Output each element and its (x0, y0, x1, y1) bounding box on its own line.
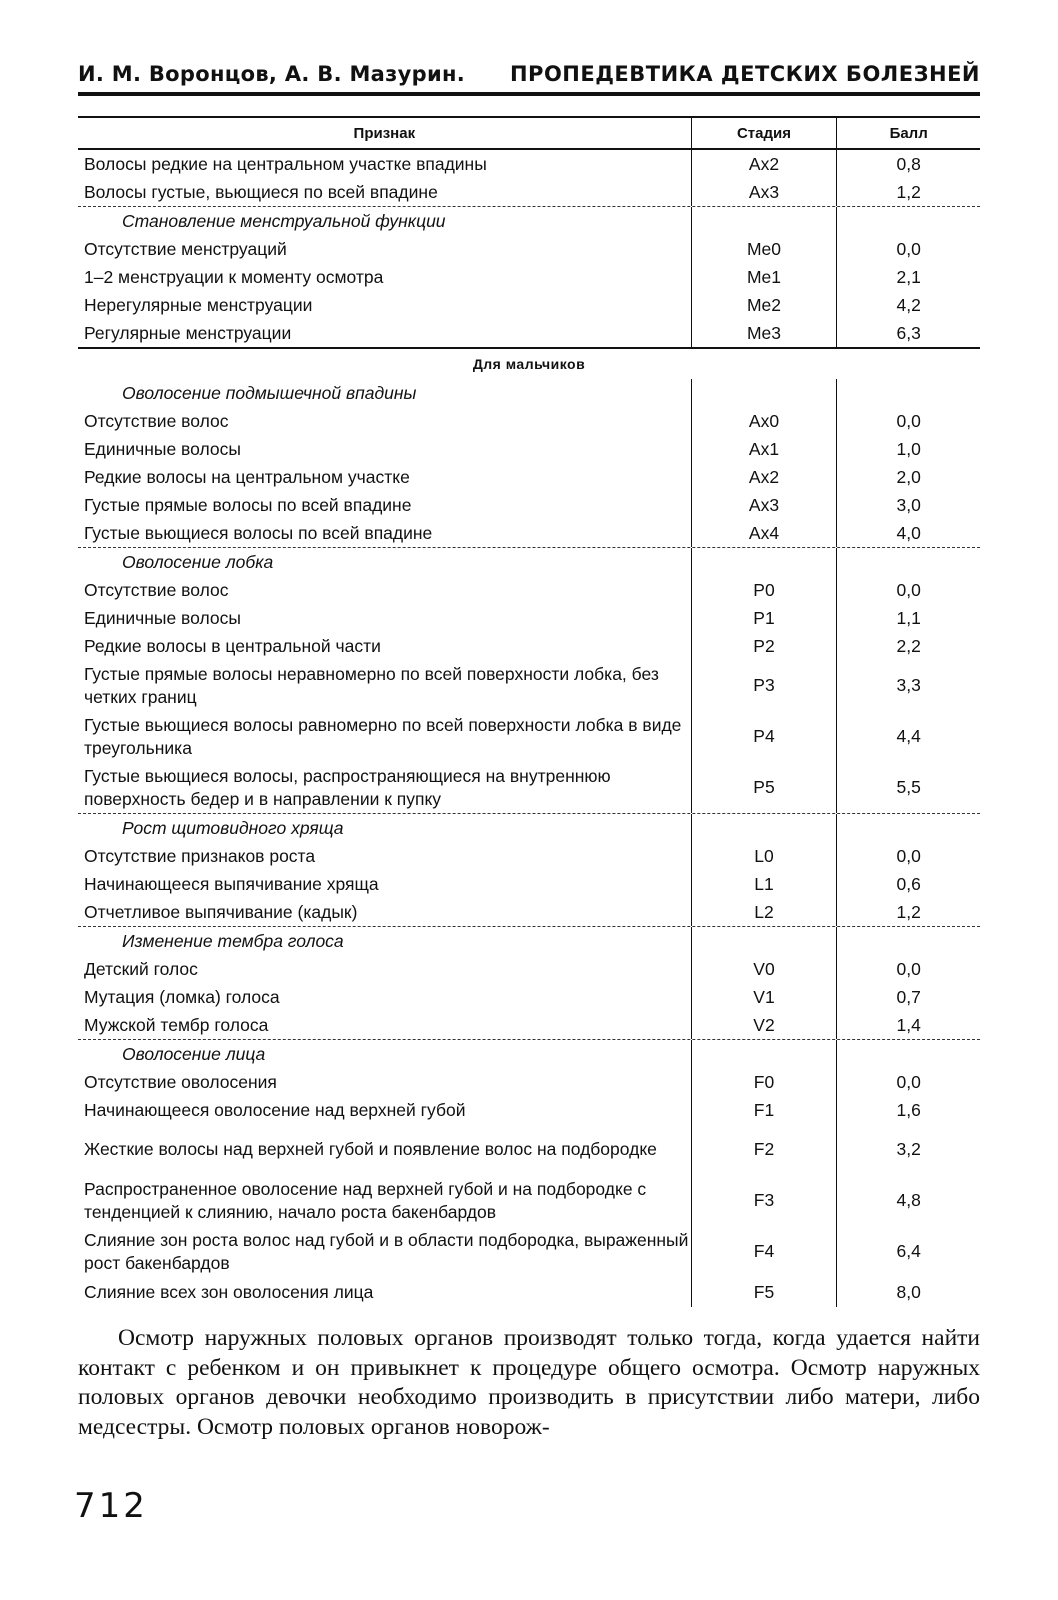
stage-cell: F2 (691, 1124, 838, 1175)
sign-cell: Редкие волосы на центральном участке (84, 466, 410, 487)
stage-cell: F4 (691, 1226, 838, 1277)
score-cell: 0,7 (896, 986, 921, 1007)
table-row (78, 491, 980, 519)
score-cell: 0,0 (896, 579, 921, 600)
table-header-row (78, 116, 980, 150)
table-row (78, 983, 980, 1011)
table-row (78, 1124, 980, 1175)
table-row (78, 178, 980, 207)
sign-cell: Единичные волосы (84, 438, 241, 459)
score-cell: 5,5 (896, 777, 921, 797)
stage-cell: Ax1 (691, 435, 838, 463)
header-book-title: ПРОПЕДЕВТИКА ДЕТСКИХ БОЛЕЗНЕЙ (509, 62, 980, 86)
table-row (78, 291, 980, 319)
table-row (78, 870, 980, 898)
sign-cell: Густые вьющиеся волосы равномерно по всей поверхности лобка в виде треугольника (84, 714, 682, 758)
column-header-sign: Признак (353, 124, 416, 142)
puberty-score-table (78, 116, 980, 1307)
sign-cell: Распространенное оволосение над верхней губой и на подбородке с тенденцией к слиянию, начало роста бакенбардов (84, 1178, 647, 1222)
table-row (78, 762, 980, 814)
sign-cell: Волосы редкие на центральном участке впадины (84, 153, 487, 174)
stage-cell: Ax2 (691, 463, 838, 491)
body-paragraph: Осмотр наружных половых органов производят только тогда, когда удается найти контакт с ребенком и он привыкнет к процедуре общего осмотра. Осмотр наружных половых органов девочки необходимо производить в присутствии либо матери, либо медсестры. Осмотр половых органов новорож- (78, 1325, 980, 1440)
stage-cell (691, 1040, 838, 1068)
stage-cell: P4 (691, 711, 838, 762)
table-section-row (78, 548, 980, 576)
stage-cell (691, 207, 838, 235)
table-row (78, 435, 980, 463)
score-cell: 4,8 (896, 1190, 921, 1210)
sign-cell: Слияние зон роста волос над губой и в области подбородка, выраженный рост бакенбардов (84, 1229, 689, 1273)
score-cell: 3,3 (896, 675, 921, 695)
sign-cell: Нерегулярные менструации (84, 294, 313, 315)
score-cell: 1,2 (896, 181, 921, 202)
table-group-row (78, 349, 980, 379)
sign-cell: Мужской тембр голоса (84, 1014, 269, 1035)
score-cell: 1,6 (896, 1099, 921, 1120)
score-cell: 0,6 (896, 873, 921, 894)
stage-cell: Me3 (691, 319, 838, 347)
score-cell: 6,4 (896, 1241, 921, 1261)
sign-cell: Детский голос (84, 958, 198, 979)
table-row (78, 1096, 980, 1124)
page-number: 712 (74, 1486, 148, 1526)
stage-cell: Ax3 (691, 491, 838, 519)
stage-cell: Me0 (691, 235, 838, 263)
sign-cell: Единичные волосы (84, 607, 241, 628)
stage-cell: V2 (691, 1011, 838, 1039)
score-cell: 6,3 (896, 322, 921, 343)
score-cell: 0,8 (896, 153, 921, 174)
table-section-row (78, 927, 980, 955)
sign-cell: Начинающееся оволосение над верхней губой (84, 1099, 466, 1120)
header-authors: И. М. Воронцов, А. В. Мазурин. (78, 62, 466, 86)
score-cell: 2,0 (896, 466, 921, 487)
stage-cell: V1 (691, 983, 838, 1011)
sign-cell: Густые вьющиеся волосы, распространяющиеся на внутреннюю поверхность бедер и в направлении к пупку (84, 765, 611, 809)
score-cell: 0,0 (896, 1071, 921, 1092)
stage-cell: F1 (691, 1096, 838, 1124)
stage-cell: P0 (691, 576, 838, 604)
table-row (78, 604, 980, 632)
stage-cell: F3 (691, 1175, 838, 1226)
stage-cell: P2 (691, 632, 838, 660)
sign-cell: 1–2 менструации к моменту осмотра (84, 266, 384, 287)
table-row (78, 1175, 980, 1226)
table-row (78, 1277, 980, 1307)
sign-cell: Густые прямые волосы неравномерно по всей поверхности лобка, без четких границ (84, 663, 659, 707)
table-row (78, 519, 980, 548)
stage-cell: F0 (691, 1068, 838, 1096)
stage-cell: P5 (691, 762, 838, 813)
stage-cell: V0 (691, 955, 838, 983)
score-cell: 4,4 (896, 726, 921, 746)
score-cell: 3,2 (896, 1139, 921, 1159)
table-row (78, 263, 980, 291)
score-cell: 1,2 (896, 901, 921, 922)
table-row (78, 632, 980, 660)
sign-cell: Густые прямые волосы по всей впадине (84, 494, 412, 515)
stage-cell: Ax3 (691, 178, 838, 206)
table-row (78, 1068, 980, 1096)
sign-cell: Отсутствие оволосения (84, 1071, 277, 1092)
sign-cell: Отсутствие менструаций (84, 238, 287, 259)
stage-cell: L2 (691, 898, 838, 926)
table-row (78, 660, 980, 711)
table-row (78, 463, 980, 491)
sign-cell: Регулярные менструации (84, 322, 292, 343)
stage-cell: F5 (691, 1277, 838, 1307)
table-section-row (78, 207, 980, 235)
sign-cell: Начинающееся выпячивание хряща (84, 873, 379, 894)
section-title: Рост щитовидного хряща (122, 817, 344, 838)
table-row (78, 842, 980, 870)
table-row (78, 1011, 980, 1040)
score-cell: 1,1 (896, 607, 921, 628)
sign-cell: Редкие волосы в центральной части (84, 635, 381, 656)
group-label: Для мальчиков (472, 356, 586, 372)
sign-cell: Мутация (ломка) голоса (84, 986, 280, 1007)
stage-cell: Me1 (691, 263, 838, 291)
section-title: Изменение тембра голоса (122, 930, 344, 951)
section-title: Оволосение подмышечной впадины (122, 382, 417, 403)
table-section-row (78, 379, 980, 407)
sign-cell: Отсутствие волос (84, 579, 229, 600)
score-cell: 4,2 (896, 294, 921, 315)
column-header-score: Балл (889, 124, 928, 142)
stage-cell (691, 548, 838, 576)
sign-cell: Слияние всех зон оволосения лица (84, 1281, 374, 1302)
table-row (78, 150, 980, 178)
score-cell: 3,0 (896, 494, 921, 515)
sign-cell: Густые вьющиеся волосы по всей впадине (84, 522, 433, 543)
table-row (78, 955, 980, 983)
stage-cell: L0 (691, 842, 838, 870)
score-cell: 0,0 (896, 845, 921, 866)
sign-cell: Отсутствие волос (84, 410, 229, 431)
stage-cell: P3 (691, 660, 838, 711)
section-title: Оволосение лобка (122, 551, 274, 572)
stage-cell (691, 379, 838, 407)
sign-cell: Жесткие волосы над верхней губой и появление волос на подбородке (84, 1139, 657, 1159)
table-row (78, 711, 980, 762)
table-section-row (78, 814, 980, 842)
sign-cell: Отсутствие признаков роста (84, 845, 316, 866)
score-cell: 4,0 (896, 522, 921, 543)
section-title: Оволосение лица (122, 1043, 266, 1064)
table-row (78, 898, 980, 927)
table-section-row (78, 1040, 980, 1068)
running-header (78, 58, 980, 94)
section-title: Становление менструальной функции (122, 210, 446, 231)
score-cell: 0,0 (896, 958, 921, 979)
table-row (78, 576, 980, 604)
stage-cell: Ax4 (691, 519, 838, 547)
score-cell: 2,2 (896, 635, 921, 656)
column-header-stage: Стадия (691, 118, 838, 148)
score-cell: 0,0 (896, 410, 921, 431)
stage-cell: Me2 (691, 291, 838, 319)
table-row (78, 319, 980, 349)
score-cell: 0,0 (896, 238, 921, 259)
stage-cell: L1 (691, 870, 838, 898)
score-cell: 1,0 (896, 438, 921, 459)
score-cell: 1,4 (896, 1014, 921, 1035)
stage-cell: P1 (691, 604, 838, 632)
body-text (78, 1324, 980, 1442)
score-cell: 2,1 (896, 266, 921, 287)
sign-cell: Отчетливое выпячивание (кадык) (84, 901, 358, 922)
stage-cell (691, 814, 838, 842)
table-row (78, 407, 980, 435)
table-row (78, 1226, 980, 1277)
sign-cell: Волосы густые, вьющиеся по всей впадине (84, 181, 438, 202)
stage-cell: Ax0 (691, 407, 838, 435)
score-cell: 8,0 (896, 1281, 921, 1302)
header-rule (78, 92, 980, 96)
stage-cell (691, 927, 838, 955)
stage-cell: Ax2 (691, 150, 838, 178)
table-row (78, 235, 980, 263)
